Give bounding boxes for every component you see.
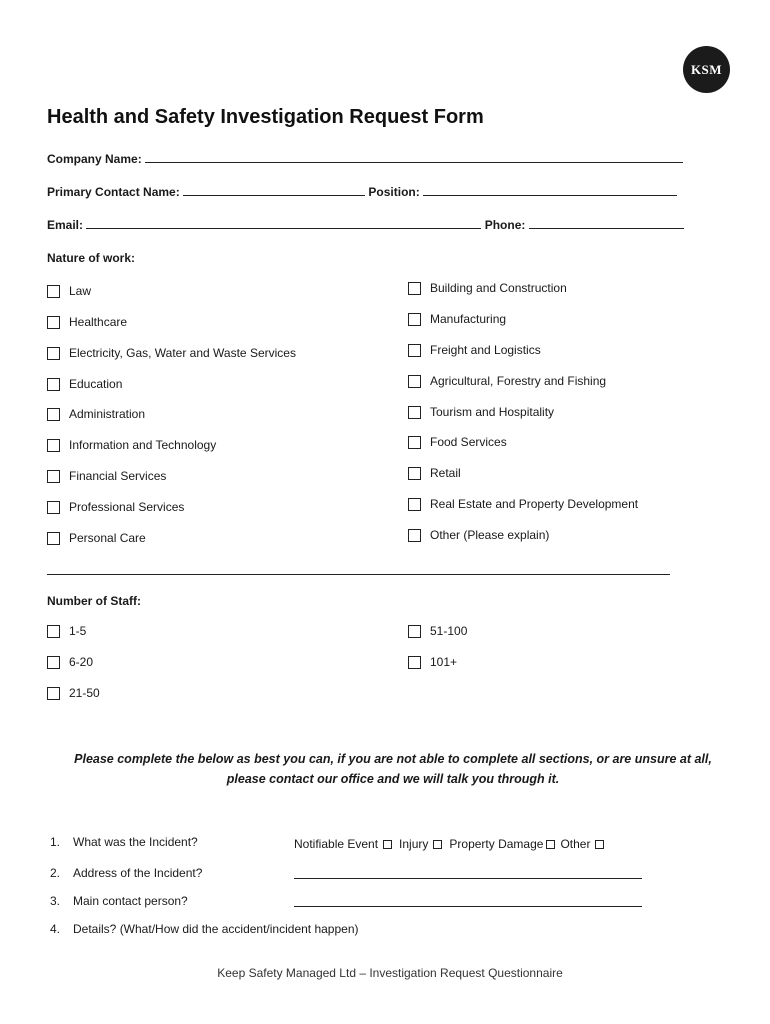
checkbox-staff-1-5[interactable] [47,624,86,638]
contact-row [47,185,677,199]
checkbox-box[interactable] [408,344,421,357]
question-text: Address of the Incident? [73,866,203,880]
question-number: 2. [50,866,61,880]
checkbox-box[interactable] [47,316,60,329]
checkbox-label: Law [69,284,92,298]
checkbox-label: Personal Care [69,531,146,545]
checkbox-label: Retail [430,466,461,480]
option-label: Other [560,837,591,851]
question-text: What was the Incident? [73,835,198,849]
checkbox-food-services[interactable] [408,435,507,449]
checkbox-label: Other (Please explain) [430,528,550,542]
page-footer: Keep Safety Managed Ltd – Investigation Request Questionnaire [217,966,563,980]
contact-answer-field[interactable] [294,896,642,907]
checkbox-box[interactable] [47,532,60,545]
checkbox-box[interactable] [47,408,60,421]
checkbox-box[interactable] [408,625,421,638]
checkbox-box[interactable] [408,313,421,326]
email-field[interactable] [86,218,481,229]
checkbox-label: Electricity, Gas, Water and Waste Services [69,346,296,360]
checkbox-box[interactable] [47,285,60,298]
checkbox-other[interactable] [408,528,549,542]
incident-options [294,837,611,851]
checkbox-box[interactable] [408,467,421,480]
instruction-note: Please complete the below as best you can, if you are not able to complete all sections, or are unsure at all, please contact our office and we will talk you through it. [74,752,712,786]
checkbox-label: Education [69,377,123,391]
checkbox-label: Agricultural, Forestry and Fishing [430,374,607,388]
checkbox-personal-care[interactable] [47,531,146,545]
logo-text: KSM [690,61,723,77]
checkbox-label: Financial Services [69,469,167,483]
ksm-logo [683,46,730,93]
company-name-label: Company Name: [47,152,142,166]
checkbox-box[interactable] [47,439,60,452]
option-checkbox-property-damage[interactable] [546,840,555,849]
position-field[interactable] [423,185,677,196]
checkbox-healthcare[interactable] [47,315,127,329]
checkbox-label: Professional Services [69,500,185,514]
option-label: Injury [399,837,429,851]
checkbox-label: Healthcare [69,315,128,329]
checkbox-retail[interactable] [408,466,461,480]
phone-label: Phone: [484,218,526,232]
checkbox-label: Food Services [430,435,507,449]
checkbox-label: Building and Construction [430,281,567,295]
email-label: Email: [47,218,84,232]
checkbox-label: 21-50 [69,686,100,700]
checkbox-box[interactable] [47,625,60,638]
checkbox-label: Real Estate and Property Development [430,497,639,511]
checkbox-box[interactable] [47,347,60,360]
checkbox-box[interactable] [47,501,60,514]
checkbox-box[interactable] [408,375,421,388]
question-text: Main contact person? [73,894,188,908]
primary-contact-label: Primary Contact Name: [47,185,180,199]
checkbox-tourism-hospitality[interactable] [408,405,554,419]
checkbox-professional-services[interactable] [47,500,184,514]
checkbox-box[interactable] [408,406,421,419]
checkbox-box[interactable] [408,498,421,511]
question-text: Details? (What/How did the accident/incident happen) [73,922,359,936]
checkbox-freight-logistics[interactable] [408,343,541,357]
nature-of-work-label: Nature of work: [47,251,136,265]
checkbox-label: Administration [69,407,146,421]
checkbox-label: 51-100 [430,624,468,638]
checkbox-agricultural[interactable] [408,374,606,388]
position-label: Position: [368,185,420,199]
checkbox-manufacturing[interactable] [408,312,506,326]
company-name-row [47,152,683,166]
email-row [47,218,684,232]
option-checkbox-injury[interactable] [433,840,442,849]
checkbox-administration[interactable] [47,407,145,421]
checkbox-staff-101-plus[interactable] [408,655,457,669]
checkbox-label: 1-5 [69,624,87,638]
checkbox-label: Information and Technology [69,438,217,452]
option-label: Notifiable Event [294,837,379,851]
company-name-field[interactable] [145,152,683,163]
number-of-staff-label: Number of Staff: [47,594,141,608]
checkbox-label: Freight and Logistics [430,343,541,357]
checkbox-information-technology[interactable] [47,438,216,452]
page-title: Health and Safety Investigation Request Form [47,106,484,128]
checkbox-label: 6-20 [69,655,94,669]
checkbox-staff-6-20[interactable] [47,655,93,669]
checkbox-box[interactable] [47,470,60,483]
primary-contact-field[interactable] [183,185,365,196]
option-label: Property Damage [449,837,544,851]
checkbox-box[interactable] [408,656,421,669]
checkbox-building-construction[interactable] [408,281,567,295]
checkbox-box[interactable] [408,282,421,295]
checkbox-financial-services[interactable] [47,469,166,483]
checkbox-real-estate[interactable] [408,497,638,511]
question-number: 4. [50,922,61,936]
option-checkbox-notifiable[interactable] [383,840,392,849]
checkbox-staff-51-100[interactable] [408,624,467,638]
question-number: 3. [50,894,61,908]
checkbox-box[interactable] [408,436,421,449]
checkbox-box[interactable] [47,687,60,700]
checkbox-staff-21-50[interactable] [47,686,100,700]
checkbox-box[interactable] [47,656,60,669]
checkbox-box[interactable] [47,378,60,391]
checkbox-label: Tourism and Hospitality [430,405,555,419]
address-answer-field[interactable] [294,868,642,879]
phone-field[interactable] [529,218,684,229]
checkbox-label: 101+ [430,655,458,669]
other-explanation-field[interactable] [47,574,670,575]
checkbox-label: Manufacturing [430,312,507,326]
option-checkbox-other[interactable] [595,840,604,849]
checkbox-law[interactable] [47,284,91,298]
question-number: 1. [50,835,61,849]
checkbox-electricity[interactable] [47,346,296,360]
checkbox-box[interactable] [408,529,421,542]
checkbox-education[interactable] [47,377,122,391]
